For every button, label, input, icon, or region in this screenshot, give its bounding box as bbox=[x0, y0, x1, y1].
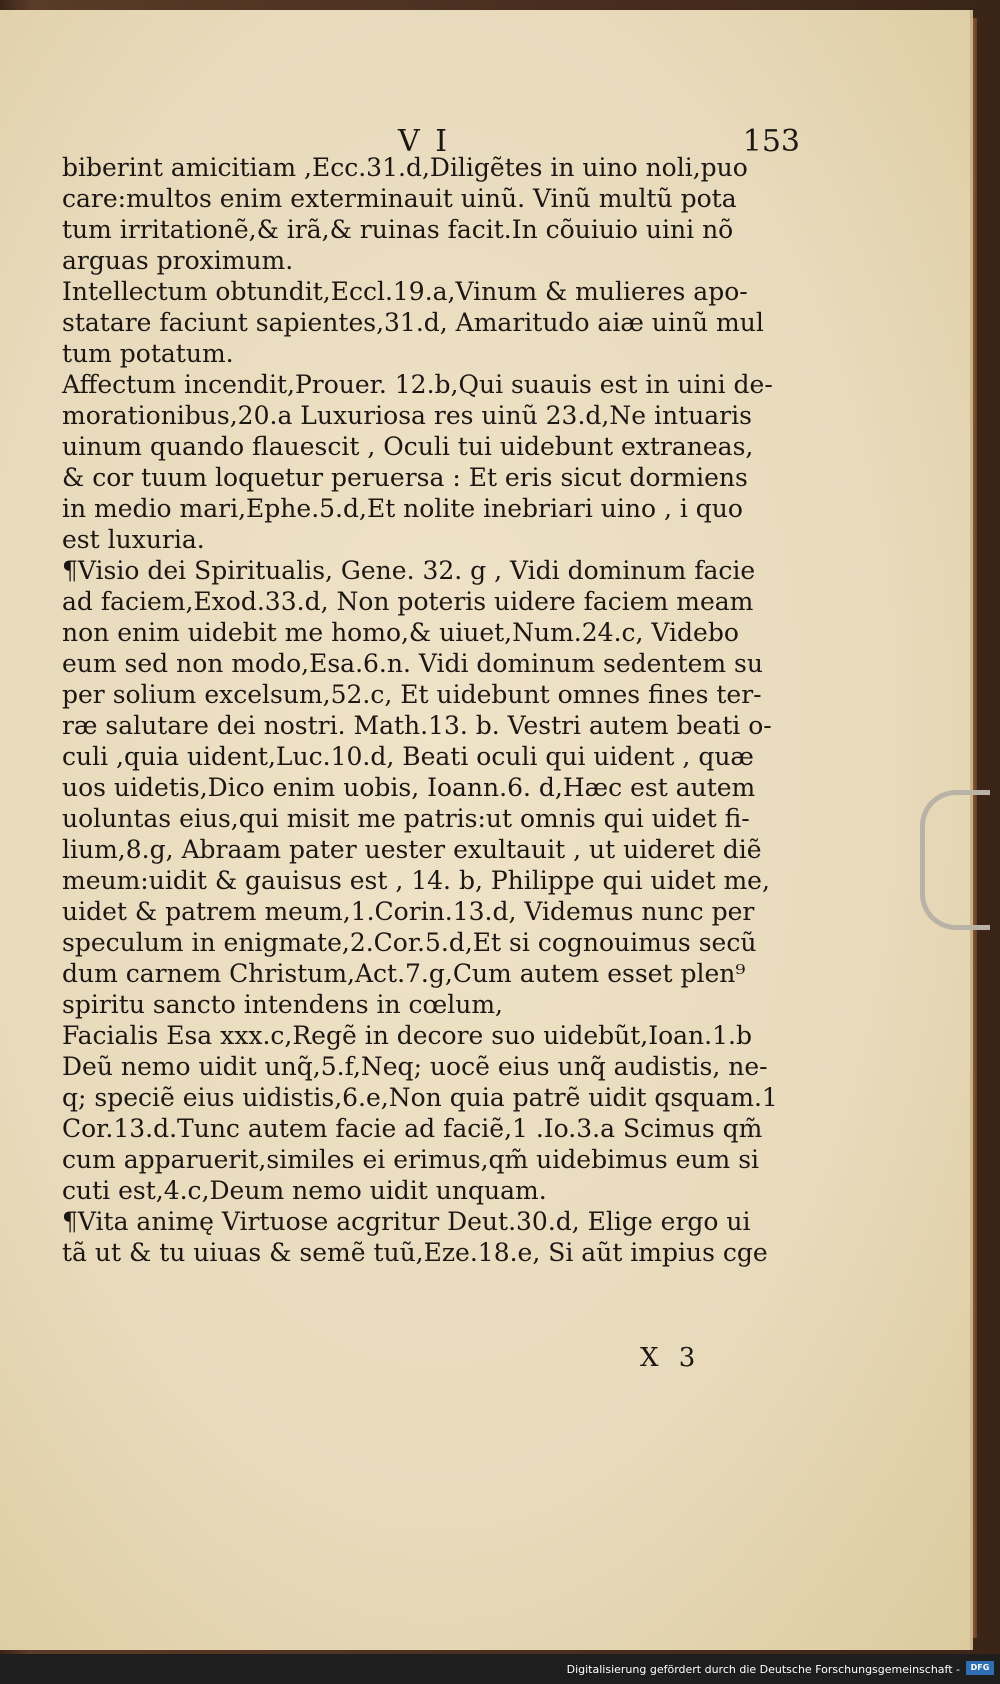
paragraph bbox=[62, 152, 822, 276]
text-line: uos uidetis,Dico enim uobis, Ioann.6. d,Hæc est autem bbox=[62, 773, 756, 802]
text-line: non enim uidebit me homo,& uiuet,Num.24.c, Videbo bbox=[62, 618, 739, 647]
text-line: q; speciẽ eius uidistis,6.e,Non quia patrẽ uidit qsquam.1 bbox=[62, 1083, 778, 1112]
text-line: tum potatum. bbox=[62, 339, 234, 368]
paragraph bbox=[62, 276, 822, 369]
paragraph bbox=[62, 1206, 822, 1268]
text-line: cum apparuerit,similes ei erimus,qm̃ uidebimus eum si bbox=[62, 1145, 760, 1174]
text-line: arguas proximum. bbox=[62, 246, 294, 275]
signature-mark: X 3 bbox=[640, 1343, 702, 1373]
text-line: Facialis Esa xxx.c,Regẽ in decore suo uidebũt,Ioan.1.b bbox=[62, 1021, 752, 1050]
running-head: V I bbox=[398, 124, 451, 159]
text-line: speculum in enigmate,2.Cor.5.d,Et si cognouimus secũ bbox=[62, 928, 757, 957]
text-line: est luxuria. bbox=[62, 525, 205, 554]
text-line: uidet & patrem meum,1.Corin.13.d, Videmus nunc per bbox=[62, 897, 755, 926]
text-line: & cor tuum loquetur peruersa : Et eris sicut dormiens bbox=[62, 463, 748, 492]
body-text bbox=[62, 152, 822, 1268]
text-line: tum irritationẽ,& irã,& ruinas facit.In cõuiuio uini nõ bbox=[62, 215, 734, 244]
text-line: meum:uidit & gauisus est , 14. b, Philippe qui uidet me, bbox=[62, 866, 770, 895]
text-line: ¶Vita animę Virtuose acgritur Deut.30.d, Elige ergo ui bbox=[62, 1207, 751, 1236]
text-line: Deũ nemo uidit unq̃,5.f,Neq; uocẽ eius unq̃ audistis, ne- bbox=[62, 1052, 768, 1081]
text-line: lium,8.g, Abraam pater uester exultauit , ut uideret diẽ bbox=[62, 835, 762, 864]
text-line: uinum quando flauescit , Oculi tui uidebunt extraneas, bbox=[62, 432, 754, 461]
text-line: care:multos enim exterminauit uinũ. Vinũ multũ pota bbox=[62, 184, 737, 213]
text-line: ¶Visio dei Spiritualis, Gene. 32. g , Vidi dominum facie bbox=[62, 556, 756, 585]
text-line: uoluntas eius,qui misit me patris:ut omnis qui uidet fi- bbox=[62, 804, 750, 833]
text-line: spiritu sancto intendens in cœlum, bbox=[62, 990, 503, 1019]
text-line: cuti est,4.c,Deum nemo uidit unquam. bbox=[62, 1176, 547, 1205]
paragraph bbox=[62, 555, 822, 1020]
text-line: Cor.13.d.Tunc autem facie ad faciẽ,1 .Io.3.a Scimus qm̃ bbox=[62, 1114, 763, 1143]
text-line: in medio mari,Ephe.5.d,Et nolite inebriari uino , i quo bbox=[62, 494, 743, 523]
page-number: 153 bbox=[742, 124, 800, 159]
text-line: statare faciunt sapientes,31.d, Amaritudo aiæ uinũ mul bbox=[62, 308, 764, 337]
dfg-logo: DFG bbox=[966, 1661, 994, 1675]
text-line: dum carnem Christum,Act.7.g,Cum autem esset plen⁹ bbox=[62, 959, 746, 988]
text-line: eum sed non modo,Esa.6.n. Vidi dominum sedentem su bbox=[62, 649, 763, 678]
text-line: tã ut & tu uiuas & semẽ tuũ,Eze.18.e, Si aũt impius cge bbox=[62, 1238, 768, 1267]
text-line: morationibus,20.a Luxuriosa res uinũ 23.d,Ne intuaris bbox=[62, 401, 752, 430]
text-line: biberint amicitiam ,Ecc.31.d,Diligẽtes in uino noli,puo bbox=[62, 153, 748, 182]
funding-credit: Digitalisierung gefördert durch die Deutsche Forschungsgemeinschaft - bbox=[566, 1663, 960, 1676]
text-line: Intellectum obtundit,Eccl.19.a,Vinum & mulieres apo- bbox=[62, 277, 748, 306]
text-line: per solium excelsum,52.c, Et uidebunt omnes fines ter- bbox=[62, 680, 762, 709]
text-line: Affectum incendit,Prouer. 12.b,Qui suauis est in uini de- bbox=[62, 370, 773, 399]
paragraph bbox=[62, 369, 822, 555]
text-line: culi ,quia uident,Luc.10.d, Beati oculi qui uident , quæ bbox=[62, 742, 754, 771]
text-line: ræ salutare dei nostri. Math.13. b. Vestri autem beati o- bbox=[62, 711, 772, 740]
digitization-footer bbox=[0, 1654, 1000, 1684]
paragraph bbox=[62, 1020, 822, 1206]
page-clip bbox=[920, 790, 990, 930]
text-line: ad faciem,Exod.33.d, Non poteris uidere faciem meam bbox=[62, 587, 754, 616]
